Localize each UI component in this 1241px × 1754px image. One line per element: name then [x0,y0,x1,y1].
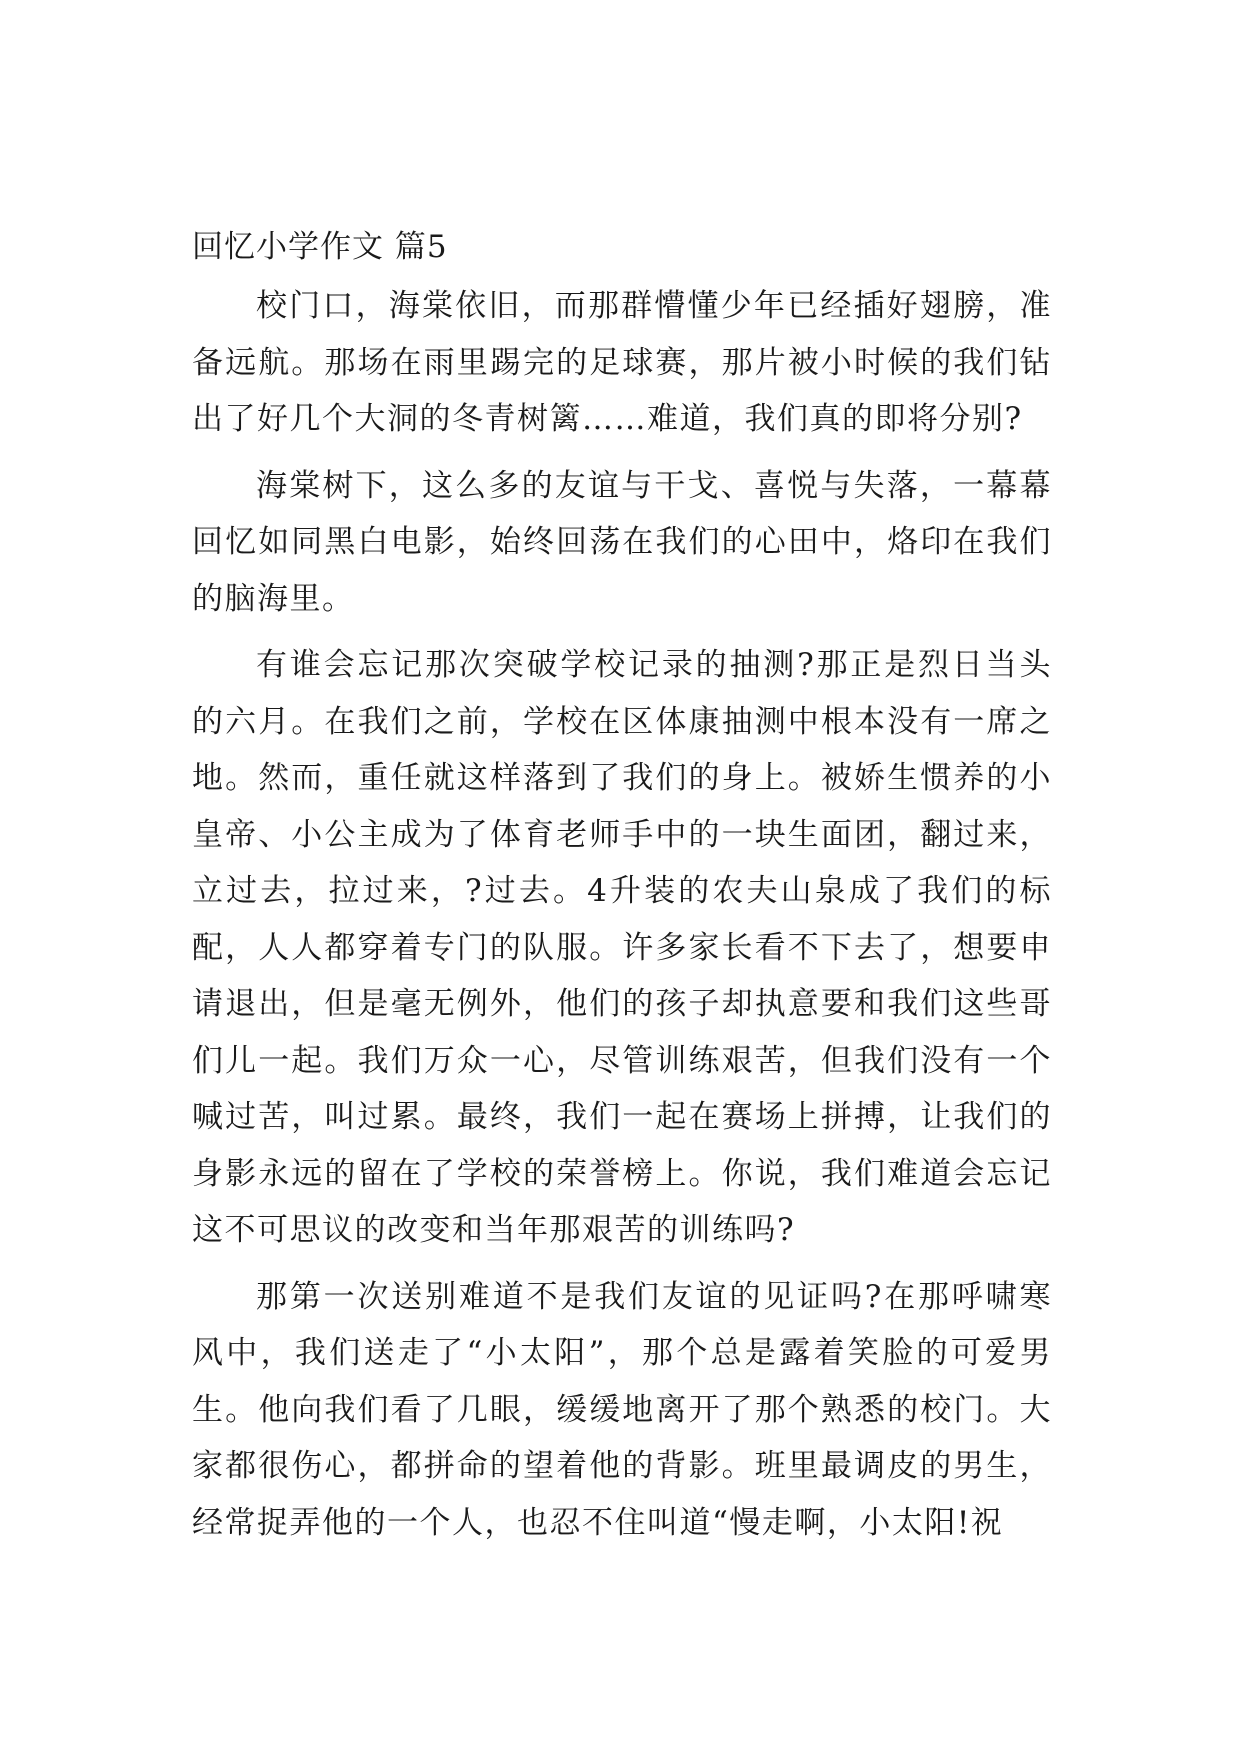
document-page [192,222,1052,1561]
paragraph-3: 有谁会忘记那次突破学校记录的抽测?那正是烈日当头的六月。在我们之前，学校在区体康抽测中根本没有一席之地。然而，重任就这样落到了我们的身上。被娇生惯养的小皇帝、小公主成为了体育老师手中的一块生面团，翻过来，立过去，拉过来，?过去。4升装的农夫山泉成了我们的标配，人人都穿着专门的队服。许多家长看不下去了，想要申请退出，但是毫无例外，他们的孩子却执意要和我们这些哥们儿一起。我们万众一心，尽管训练艰苦，但我们没有一个喊过苦，叫过累。最终，我们一起在赛场上拼搏，让我们的身影永远的留在了学校的荣誉榜上。你说，我们难道会忘记这不可思议的改变和当年那艰苦的训练吗? [192,647,1052,1248]
paragraph-2: 海棠树下，这么多的友谊与干戈、喜悦与失落，一幕幕回忆如同黑白电影，始终回荡在我们的心田中，烙印在我们的脑海里。 [192,467,1052,617]
paragraph-1: 校门口，海棠依旧，而那群懵懂少年已经插好翅膀，准备远航。那场在雨里踢完的足球赛，那片被小时候的我们钻出了好几个大洞的冬青树篱……难道，我们真的即将分别? [192,288,1052,437]
essay-title: 回忆小学作文 篇5 [192,229,448,265]
paragraph-4: 那第一次送别难道不是我们友谊的见证吗?在那呼啸寒风中，我们送走了“小太阳”，那个总是露着笑脸的可爱男生。他向我们看了几眼，缓缓地离开了那个熟悉的校门。大家都很伤心，都拼命的望着他的背影。班里最调皮的男生，经常捉弄他的一个人，也忍不住叫道“慢走啊，小太阳!祝 [192,1278,1052,1541]
